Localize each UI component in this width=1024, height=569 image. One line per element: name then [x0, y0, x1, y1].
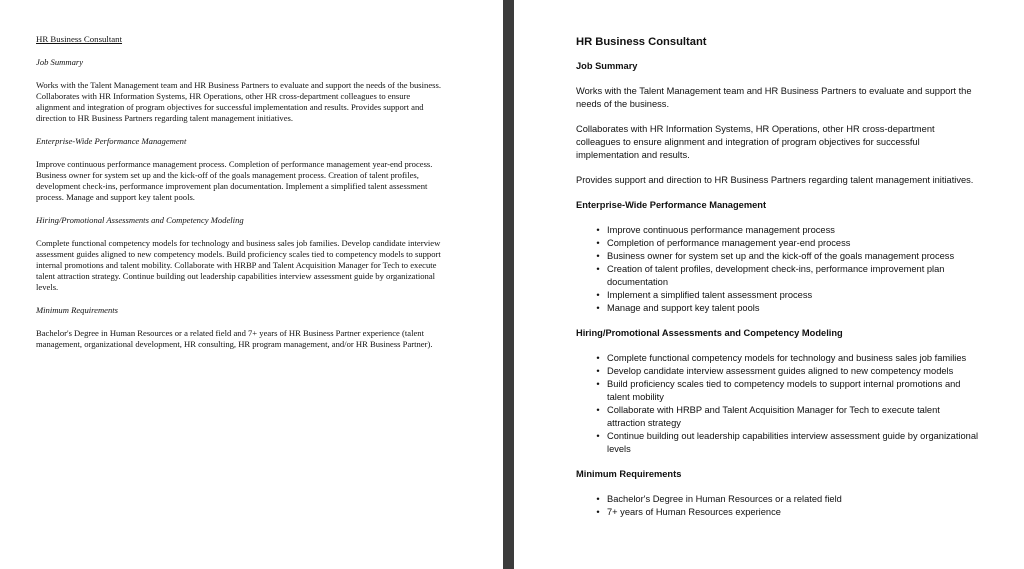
left-section-heading-minimum-requirements: Minimum Requirements — [36, 305, 119, 315]
job-summary-paragraph: Works with the Talent Management team and HR Business Partners to evaluate and support the needs of the business. — [576, 86, 972, 109]
list-item-text: Business owner for system set up and the kick-off of the goals management process — [607, 251, 955, 261]
list-item-text: Creation of talent profiles, development check-ins, performance improvement plan documentation — [607, 264, 945, 287]
list-item-text: Develop candidate interview assessment guides aligned to new competency models — [607, 366, 954, 376]
right-section-heading-job-summary: Job Summary — [576, 61, 638, 71]
bullet-icon: • — [596, 507, 600, 517]
left-section-heading-job-summary: Job Summary — [36, 57, 84, 67]
list-item-text: Bachelor's Degree in Human Resources or a related field — [607, 494, 842, 504]
right-section-heading-minimum-requirements: Minimum Requirements — [576, 469, 682, 479]
bullet-icon: • — [596, 225, 600, 235]
left-section-text-minimum-requirements: Bachelor's Degree in Human Resources or a related field and 7+ years of HR Business Partner experience (talent management, organizational development, HR consulting, HR program management, and/or HR Business Partner). — [36, 328, 433, 349]
list-item — [596, 302, 980, 315]
page-divider — [503, 0, 514, 569]
bullet-icon: • — [596, 264, 600, 274]
list-item — [596, 263, 980, 289]
left-section-heading-performance-management: Enterprise-Wide Performance Management — [36, 136, 187, 146]
right-page-content — [576, 34, 980, 531]
bullet-icon: • — [596, 303, 600, 313]
list-item-text: Continue building out leadership capabilities interview assessment guide by organizational levels — [607, 431, 979, 454]
bullet-icon: • — [596, 431, 600, 441]
list-item — [596, 365, 980, 378]
list-item — [596, 404, 980, 430]
list-item — [596, 289, 980, 302]
job-summary-paragraph: Collaborates with HR Information Systems, HR Operations, other HR cross-department colleagues to ensure alignment and integration of program objectives for successful implementation and results. — [576, 124, 935, 160]
right-page-title: HR Business Consultant — [576, 36, 707, 48]
list-item-text: 7+ years of Human Resources experience — [607, 507, 781, 517]
bullet-icon: • — [596, 290, 600, 300]
right-document-page — [514, 0, 1024, 569]
right-section-heading-assessments: Hiring/Promotional Assessments and Competency Modeling — [576, 328, 843, 338]
list-item-text: Complete functional competency models for technology and business sales job families — [607, 353, 967, 363]
list-item — [596, 237, 980, 250]
list-item-text: Implement a simplified talent assessment process — [607, 290, 813, 300]
left-section-heading-assessments: Hiring/Promotional Assessments and Competency Modeling — [36, 215, 244, 225]
list-item — [596, 224, 980, 237]
bullet-icon: • — [596, 238, 600, 248]
left-page-content — [36, 34, 444, 362]
job-summary-paragraph: Provides support and direction to HR Business Partners regarding talent management initiatives. — [576, 175, 974, 185]
minimum-requirements-list — [576, 493, 980, 519]
performance-management-list — [576, 224, 980, 315]
bullet-icon: • — [596, 366, 600, 376]
list-item-text: Improve continuous performance management process — [607, 225, 835, 235]
left-section-text-job-summary: Works with the Talent Management team and HR Business Partners to evaluate and support the needs of the business. Collaborates with HR Information Systems, HR Operations, other HR cross-department colleagues to ensure alignment and integration of program objectives for successful implementation and results. Provides support and direction to HR Business Partners regarding talent management initiatives. — [36, 80, 441, 123]
bullet-icon: • — [596, 379, 600, 389]
left-page-title: HR Business Consultant — [36, 34, 123, 44]
list-item — [596, 506, 980, 519]
right-section-heading-performance-management: Enterprise-Wide Performance Management — [576, 200, 767, 210]
list-item — [596, 352, 980, 365]
list-item — [596, 250, 980, 263]
list-item — [596, 493, 980, 506]
left-section-text-performance-management: Improve continuous performance management process. Completion of performance management year-end process. Business owner for system set up and the kick-off of the goals management process. Creation of talent profiles, development check-ins, performance improvement plan documentation. Implement a simplified talent assessment process. Manage and support key talent pools. — [36, 159, 433, 202]
bullet-icon: • — [596, 494, 600, 504]
bullet-icon: • — [596, 353, 600, 363]
list-item — [596, 430, 980, 456]
bullet-icon: • — [596, 251, 600, 261]
list-item — [596, 378, 980, 404]
bullet-icon: • — [596, 405, 600, 415]
assessments-list — [576, 352, 980, 456]
list-item-text: Completion of performance management year-end process — [607, 238, 851, 248]
list-item-text: Build proficiency scales tied to competency models to support internal promotions and talent mobility — [607, 379, 961, 402]
list-item-text: Collaborate with HRBP and Talent Acquisition Manager for Tech to execute talent attraction strategy — [607, 405, 940, 428]
left-section-text-assessments: Complete functional competency models for technology and business sales job families. Develop candidate interview assessment guides aligned to new competency models. Build proficiency scales tied to competency models to support internal promotions and talent mobility. Collaborate with HRBP and Talent Acquisition Manager for Tech to execute talent attraction strategy. Continue building out leadership capabilities interview assessment guide by organizational levels. — [36, 238, 441, 292]
list-item-text: Manage and support key talent pools — [607, 303, 760, 313]
left-document-page — [0, 0, 503, 569]
